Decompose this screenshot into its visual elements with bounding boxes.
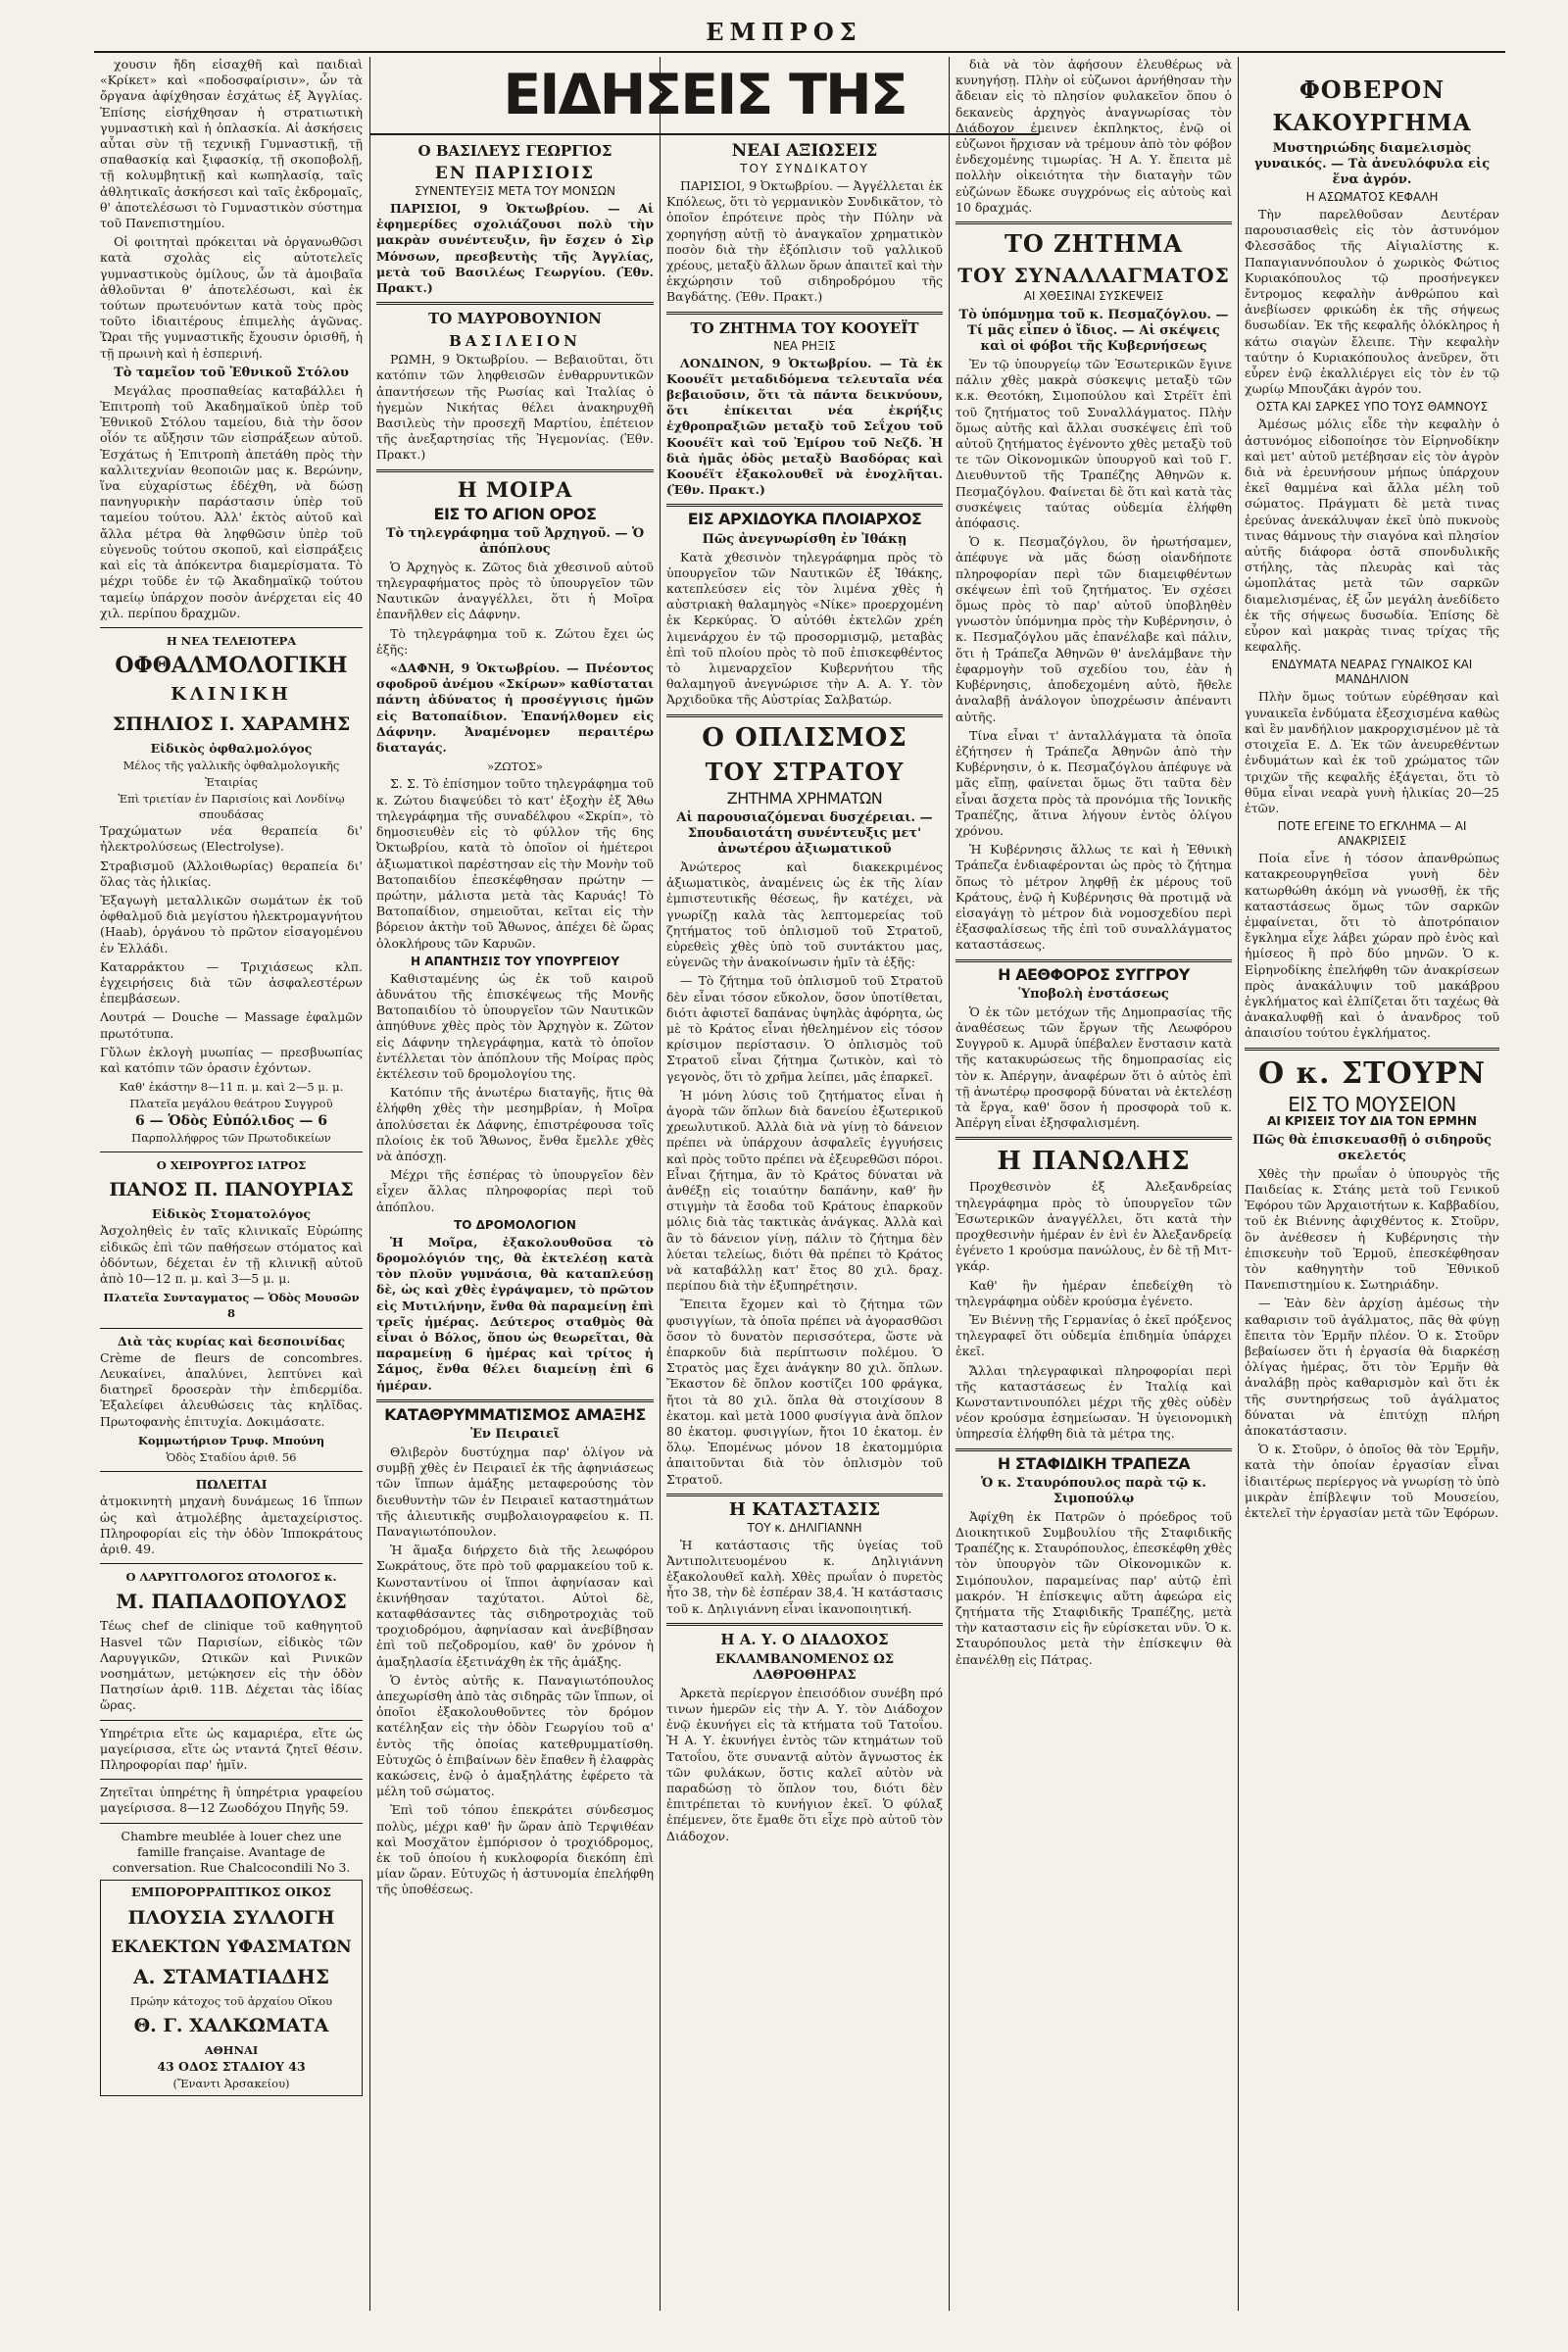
divider [1245, 1048, 1499, 1051]
divider [376, 1399, 654, 1402]
article-paragraph: ΠΑΡΙΣΙΟΙ, 9 Ὀκτωβρίου. — Ἀγγέλλεται ἐκ Κπόλεως, ὅτι τὸ γερμανικὸν Συνδικᾶτον, τὸ ὁποῖον ἐπρότεινε πρὸς τὴν Πύλην νὰ χορηγήσῃ αὐτῇ τὸ ἀναγκαῖον χρηματικὸν ποσὸν διὰ τὴν ἐξόπλισιν τοῦ γαλλικοῦ χρέους, μεταξὺ ἄλλων ὅρων ἀπαιτεῖ καὶ τὴν ἐκχώρησιν τοῦ σιδηροδρόμου τῆς Βαγδάτης. (Ἐθν. Πρακτ.) [666, 178, 943, 305]
ad-classified [100, 1823, 363, 1877]
article-paragraph: Σ. Σ. Τὸ ἐπίσημον τοῦτο τηλεγράφημα τοῦ κ. Ζώτου διαψεύδει τὸ κατ' ἐξοχὴν ἐξ Ἄθω τηλεγράφημα τῆς συναδέλφου «Σκρίπ», τὸ δημοσιευθὲν εἰς τὸ φύλλον τῆς 6ης Ὀκτωβρίου, κατὰ τὸ ὁποῖον οἱ ἡμέτεροι ἀξιωματικοὶ παρέστησαν εἰς τὴν Μονὴν τοῦ Βατοπαιδίου ἐπεσκέφθησαν πρώτην — πρώτην, μάλιστα μετὰ τὰς Καρυάς! Τὸ Βατοπαίδιον, σημειοῦται, κεῖται εἰς τὴν βόρειον ἀκτὴν τοῦ Ἄθωνος, ἀπέχει δὲ ὥρας ὁλοκλήρους τῶν Καρυῶν. [376, 776, 654, 951]
ad-line: Υπηρέτρια εἴτε ὡς καμαριέρα, εἴτε ὡς μαγείρισσα, εἴτε ὡς νταντά ζητεῖ θέσιν. Πληροφορίαι παρ' ἡμῖν. [100, 1725, 363, 1773]
article-heading: Η ΣΤΑΦΙΔΙΚΗ ΤΡΑΠΕΖΑ [997, 1453, 1191, 1473]
article-paragraph: Ἀφίχθη ἐκ Πατρῶν ὁ πρόεδρος τοῦ Διοικητικοῦ Συμβουλίου τῆς Σταφιδικῆς Τραπέζης κ. Σταυρόπουλος, ἐπεσκέφθη χθὲς τὸν ὑπουργὸν τῶν Οἰκονομικῶν κ. Σιμόπουλον, παραμείνας παρ' αὐτῷ ἐπὶ μακρόν. Ἡ ἐπίσκεψις αὕτη ἀφεώρα εἰς ζητήματα τῆς Σταφιδικῆς Τραπέζης, μετὰ τὴν καταστασιν εἰς ἣν εὑρίσκεται νῦν. Ὁ κ. Σταυρόπουλος μετὰ τὴν ἐπίσκεψιν θὰ ἐπανέλθῃ εἰς Πάτρας. [956, 1508, 1232, 1667]
ad-heading: Ο ΧΕΙΡΟΥΡΓΟΣ ΙΑΤΡΟΣ [156, 1157, 307, 1172]
ad-line: Πρώην κάτοχος τοῦ ἀρχαίου Οἴκου [129, 1993, 333, 2008]
ad-title: Θ. Γ. ΧΑΛΚΩΜΑΤΑ [133, 2014, 329, 2036]
article-subheading: Πῶς θὰ ἐπισκευασθῇ ὁ σιδηροῦς σκελετός [1252, 1132, 1492, 1163]
column-4 [950, 57, 1238, 2301]
ad-line: Καταρράκτου — Τριχιάσεως κλπ. ἐγχειρήσεις διὰ τῶν ἀσφαλεστέρων ἐπεμβάσεων. [100, 958, 363, 1006]
article-paragraph: Καθ' ἣν ἡμέραν ἐπεδείχθη τὸ τηλεγράφημα οὐδὲν κρούσμα ἐγένετο. [956, 1277, 1232, 1308]
ad-line: 43 ΟΔΟΣ ΣΤΑΔΙΟΥ 43 [157, 2058, 306, 2074]
ad-subtitle: Εἰδικὸς Στοματολόγος [151, 1206, 312, 1222]
article-heading: Η ΠΑΝΩΛΗΣ [997, 1147, 1191, 1177]
article-paragraph: Θλιβερὸν δυστύχημα παρ' ὀλίγον νὰ συμβῇ χθὲς ἐν Πειραιεῖ ἐκ τῆς ἀφηνιάσεως τῶν ἵππων ἁμάξης μεταφερούσης τὸν διευθυντὴν τῶν ἐν Πειραιεῖ καταστημάτων τῆς ἁλιευτικῆς συμβολαιογραφείου κ. Π. Παναγιωτόπουλον. [376, 1445, 654, 1540]
article-paragraph: Ἡ Μοῖρα, ἐξακολουθοῦσα τὸ δρομολόγιόν της, θὰ ἐκτελέσῃ κατὰ τὸν πλοῦν γυμνάσια, θὰ καταπλεύσῃ δὲ, ὡς καὶ χθὲς ἐγράψαμεν, τὸ πρῶτον εἰς Μυτιλήνην, ἔνθα θὰ παραμείνῃ ἐπὶ τρεῖς ἡμέρας. Δεύτερος σταθμὸς θὰ εἶναι ὁ Βόλος, ὅπου ὡς θεωρεῖται, θὰ παραμείνῃ 6 ἡμέρας καὶ τρίτος ἡ Σάμος, ἔνθα θέλει διαμείνῃ ἐπὶ 6 ἡμέραν. [376, 1234, 654, 1393]
article-paragraph: Καθισταμένης ὡς ἐκ τοῦ καιροῦ ἀδυνάτου τῆς ἐπισκέψεως τῆς Μονῆς Βατοπαιδίου τὸ ὑπουργεῖον τῶν Ναυτικῶν ἀπηύθυνε χθὲς πρὸς τὸν Ἀρχηγὸν κ. Ζῶτον εἰς Δάφνην τηλεγράφημα, κατὰ τὸ ὁποῖον ἐντέλλεται τὸν ἀπόπλουν τῆς Μοίρας πρὸς ἐκτέλεσιν τοῦ δρομολογίου της. [376, 970, 654, 1081]
intro-paragraph: Οἱ φοιτηταὶ πρόκειται νὰ ὀργανωθῶσι κατὰ σχολὰς εἰς αὐτοτελεῖς γυμναστικοὺς ὁμίλους, ὧν τὰ ἀμοιβαῖα ἀθλοῦνται θ' ἀποτελέσωσι, καὶ ἐκ τούτων πρωτευόντων κατὰ τοὺς πρὸς τοῦτο ἰδιαιτέρους ἐπιμελὴς ἀγῶνας. Ὥραι τῆς γυμναστικῆς ἔχουσιν ὁρισθῆ, ἡ τῇ πρωινὴ καὶ ἡ ἐσπερινή. [100, 234, 363, 361]
article-subheading: Ὑποβολὴ ἐνστάσεως [1018, 986, 1169, 1002]
divider [666, 1623, 943, 1626]
ad-line: Ὁδὸς Σταδίου ἀριθ. 56 [166, 1450, 297, 1465]
article-heading: Η Α. Υ. Ο ΔΙΑΔΟΧΟΣ [720, 1630, 889, 1648]
article-paragraph: Πλὴν ὅμως τούτων εὑρέθησαν καὶ γυναικεῖα ἐνδύματα ἐξεσχισμένα καθὼς καὶ ἓν μανδήλιον μακρορχισμένον μὲ τὰ στοιχεῖα Ε. Δ. Ἐκ τῶν ἀνευρεθέντων ἐνδυμάτων καὶ ἐκ τοῦ χρώματος τῶν τριχῶν τῆς κεφαλῆς ἐξάγεται, ὅτι τὸ θῦμα εἶναι νεαρὰ γυνὴ ἡλικίας 20—25 ἐτῶν. [1245, 689, 1499, 815]
article-paragraph: Κατόπιν τῆς ἀνωτέρω διαταγῆς, ἥτις θὰ ἐλήφθη χθὲς τὴν μεσημβρίαν, ἡ Μοῖρα ἀπολύσεται ἐκ Δάφνης, ἐπιστρέφουσα τοῖς πλοίοις ἐκ τοῦ Ἄθωνος, ἔνθα ἔμελλε χθὲς νὰ ἀπόσχῃ. [376, 1085, 654, 1163]
article-subheading: Η ΑΠΑΝΤΗΣΙΣ ΤΟΥ ΥΠΟΥΡΓΕΙΟΥ [410, 954, 620, 968]
ad-line: Ζητεῖται ὑπηρέτης ἢ ὑπηρέτρια γραφείου μαγείρισσα. 8—12 Ζωοδόχου Πηγῆς 59. [100, 1785, 363, 1816]
article-subheading: ΒΑΣΙΛΕΙΟΝ [449, 332, 581, 351]
article-paragraph: Ποία εἶνε ἡ τόσον ἀπανθρώπως κατακρεουργηθεῖσα γυνὴ δὲν κατωρθώθη ἀκόμη νὰ γνωσθῇ, ἐκ τῆς καταστάσεως ὅμως τῶν σαρκῶν ἐμφαίνεται, ὅτι τὸ ἀποτρόπαιον ἔγκλημα εἶχε λάβει χώραν πρὸ ἑνὸς καὶ ἡμίσεος ἢ πρὸ δύο μηνῶν. Ὁ κ. Εἰρηνοδίκης ἐπελήφθη τῶν ἀνακρίσεων πρὸς ἀνακάλυψιν τοῦ μακάβρου ἐγκλήματος καὶ ἐλπίζεται ὅτι ταχέως θὰ ἀνακαλυφθῇ καὶ ὁ ἀνανδρος τοῦ ἀπαισίου τούτου ἐγκλήματος. [1245, 851, 1499, 1041]
divider [666, 1494, 943, 1496]
ad-line: Ἐξαγωγὴ μεταλλικῶν σωμάτων ἐκ τοῦ ὀφθαλμοῦ διὰ μεγίστου ἠλεκτρομαγνήτου (Haab), ὀργάνου τὸ πρῶτον εἰσαγομένου ἐν Ἑλλάδι. [100, 892, 363, 956]
article-paragraph: Ὁ κ. Στοῦρν, ὁ ὁποῖος θὰ τὸν Ἑρμῆν, κατὰ τὴν ὁποίαν ἐργασίαν εἶναι ἰδιαιτέρως περίεργος νὰ γνωρίσῃ τὸ ὑπὸ μικρὰν ἐπίβλεψιν τοῦ Μουσείου, ἐκτελεῖ τὴν ἐργασίαν μετὰ τῶν Ἐφόρων. [1245, 1442, 1499, 1521]
ad-title: ΠΛΟΥΣΙΑ ΣΥΛΛΟΓΗ [127, 1906, 335, 1929]
divider [666, 312, 943, 315]
article-paragraph: Ἀρκετὰ περίεργον ἐπεισόδιον συνέβη πρό τινων ἡμερῶν εἰς τὴν Α. Υ. τὸν Διάδοχον ἐνῷ ἐκυνήγει εἰς τὰ κτήματα τοῦ Τατοΐου. Ἡ Α. Υ. ἐκυνήγει ἐντὸς τῶν κτημάτων τοῦ Τατοΐου, ὅτε συναντᾷ αὐτὸν ἄγνωστος ἐκ τῶν φυλάκων, ὅστις καλεῖ αὐτὸν νὰ παραδώσῃ τὸ ὅπλον του, διότι δὲν ἐπιτρέπεται τὸ κυνήγιον ἐκεῖ. Ὁ φύλαξ ἐπέμενεν, ὅτε ἔμαθε ὅτι εἶχε πρὸ αὐτοῦ τὸν Διάδοχον. [666, 1685, 943, 1843]
article-paragraph: Ὁ Ἀρχηγὸς κ. Ζῶτος διὰ χθεσινοῦ αὐτοῦ τηλεγραφήματος πρὸς τὸ ὑπουργεῖον τῶν Ναυτικῶν ἀναγγέλλει, ὅτι ἡ Μοῖρα ἐπανῆλθεν εἰς Δάφνην. [376, 559, 654, 622]
article-subheading: Ὁ κ. Σταυρόπουλος παρὰ τῷ κ. Σιμοπούλῳ [981, 1475, 1206, 1506]
ad-line: Καθ' ἑκάστην 8—11 π. μ. καὶ 2—5 μ. μ. [119, 1080, 344, 1095]
ad-line: Ἀσχοληθεὶς ἐν ταῖς κλινικαῖς Εὐρώπης εἰδικῶς ἐπὶ τῶν παθήσεων στόματος καὶ ὀδόντων, δέχεται ἐν τῇ κλινικῇ αὐτοῦ ἀπὸ 10—12 π. μ. καὶ 3—5 μ. μ. [100, 1223, 363, 1286]
article-paragraph: Ἡ μόνη λύσις τοῦ ζητήματος εἶναι ἡ ἀγορὰ τῶν ὅπλων διὰ δανείου ἐξωτερικοῦ χρεωλυτικοῦ. Ἀλλὰ διὰ νὰ γίνῃ τὸ δάνειον πρέπει νὰ ὑπάρχουν ἀσφαλεῖς ἐγγυήσεις καὶ πρὸς τοῦτο πρέπει νὰ ἐξευρεθῶσι πόροι. Εἶναι ζήτημα, ἂν τὸ Κράτος δύναται νὰ ἀνθέξῃ εἰς τοιαύτην δαπάνην, καθ' ἣν στιγμὴν τὰ ἔσοδα τοῦ Κράτους ἐπαρκοῦν μόλις διὰ τὰς τακτικὰς ἀνάγκας. Ἀλλὰ καὶ ἂν τὸ δάνειον γίνῃ, πάλιν τὸ ζήτημα δὲν λύεται τελείως, διότι θὰ πρέπει τὸ Κράτος νὰ καταβάλλῃ κατ' ἔτος 80 χιλ. δραχ. περίπου διὰ τὴν ἐξυπηρέτησιν. [666, 1087, 943, 1294]
ad-classified [100, 1779, 363, 1816]
ad-heading: ΕΜΠΟΡΟΡΡΑΠΤΙΚΟΣ ΟΙΚΟΣ [130, 1885, 332, 1900]
ad-ophthalmology [100, 627, 363, 1146]
divider [956, 1448, 1232, 1451]
ad-for-sale [100, 1471, 363, 1557]
ad-title: ΟΦΘΑΛΜΟΛΟΓΙΚΗ [115, 653, 348, 679]
ad-line: ΑΘΗΝΑΙ [204, 2042, 259, 2057]
ad-line: Λουτρά — Douche — Massage ἐφαλμῶν πρωτότυπα. [100, 1009, 363, 1041]
article-heading: Ο κ. ΣΤΟΥΡΝ [1257, 1055, 1486, 1091]
masthead-title: ΕΜΠΡΟΣ [706, 18, 862, 46]
article-paragraph: Κατὰ χθεσινὸν τηλεγράφημα πρὸς τὸ ὑπουργεῖον τῶν Ναυτικῶν ἐξ Ἰθάκης, κατεπλεύσεν εἰς τὸν λιμένα χθὲς ἡ αὐστριακὴ θαλαμηγὸς «Νίκε» προερχομένη ἐκ Κερκύρας. Ὁ αὐτόθι ἐκτελῶν χρέη λιμενάρχου ἐν τῷ προσορμισμῷ, μεταβὰς ἐπὶ τοῦ πλοίου πρὸς τὸ ποῦ ἐπισκεφθέντος τὸ λιμεναρχεῖον Κυβερνήτου τῆς θαλαμηγοῦ ἀνεγνώρισε τὴν Α. Α. Υ. τὸν Ἀρχιδοῦκα τῆς Αὐστρίας Σαλβατώρ. [666, 549, 943, 708]
article-heading: Η ΜΟΙΡΑ [457, 476, 573, 502]
ad-line: Μέλος τῆς γαλλικῆς ὀφθαλμολογικῆς Ἑταιρίας [122, 759, 340, 789]
ad-title: ΚΛΙΝΙΚΗ [171, 684, 292, 706]
article-subheading: ΤΟΥ κ. ΔΗΛΙΓΙΑΝΝΗ [747, 1520, 862, 1535]
article-paragraph: Ἐν Βιέννῃ τῆς Γερμανίας ὁ ἐκεῖ πρόξενος τηλεγραφεῖ ὅτι οὐδεμία ἐπιδημία ὑπάρχει ἐκεῖ. [956, 1312, 1232, 1359]
ad-title: Α. ΣΤΑΜΑΤΙΑΔΗΣ [133, 1964, 329, 1988]
article-paragraph: Ἄλλαι τηλεγραφικαὶ πληροφορίαι περὶ τῆς καταστάσεως ἐν Ἰταλίᾳ καὶ Κωνσταντινουπόλει μέχρι τῆς χθὲς οὐδὲν νέον κρούσμα ἐσημείωσαν. Ἡ ὑγειονομικὴ ὑπηρεσία ἐλήφθη διὰ τὰ μέτρα της. [956, 1362, 1232, 1442]
article-paragraph: ΡΩΜΗ, 9 Ὀκτωβρίου. — Βεβαιοῦται, ὅτι κατόπιν τῶν ληφθεισῶν ἐνθαρρυντικῶν ἀπαντήσεων τῆς Ρωσίας καὶ Ἰταλίας ὁ ἡγεμὼν Νικήτας θέλει ἀνακηρυχθῆ Βασιλεὺς τὴν προσεχῆ Μαρτίου, ἐπέτειον τῆς ἀνεξαρτησίας τῆς Ἡγεμονίας. (Ἐθν. Πρακτ.) [376, 352, 654, 463]
divider [956, 1137, 1232, 1140]
article-subheading: ΝΕΑ ΡΗΞΙΣ [773, 338, 836, 353]
article-paragraph: Μεγάλας προσπαθείας καταβάλλει ἡ Ἐπιτροπὴ τοῦ Ἀκαδημαϊκοῦ ὑπὲρ τοῦ Ἐθνικοῦ Στόλου ταμείου, διὰ τὴν ὅσον οἷόν τε αὔξησιν τῶν εἰσπράξεων αὐτοῦ. Ἐσχάτως ἡ Ἐπιτροπὴ ἀπετάθη πρὸς τὴν καλλιτεχνίαν θεοποιῶν μας κ. Βερώνην, ἵνα εὐχαρίστως ἐδέχθη, νὰ δώσῃ πανηγυρικὴν παράστασιν ὑπὲρ τοῦ ταμείου τούτου. Ἀλλ' ἐκτὸς αὐτοῦ καὶ ἄλλα μέτρα θὰ ληφθῶσιν ὑπὲρ τοῦ εὐγενοῦς τούτου σκοποῦ, καὶ εἰσπράξεις καὶ εἰς τὰ ἀπόκεντρα διαμερίσματα. Τὸ μέχρι τοῦδε ἐν τῷ Ἀκαδημαϊκῷ τούτου ταμείῳ ὑπάρχον ποσὸν ἀνέρχεται εἰς 40 χιλ. περίπου δραχμῶν. [100, 382, 363, 620]
article-paragraph: Ἐν τῷ ὑπουργείῳ τῶν Ἐσωτερικῶν ἔγινε πάλιν χθὲς μακρὰ σύσκεψις μεταξὺ τῶν κ.κ. Θεοτόκη, Σιμοπούλου καὶ Στρέϊτ ἐπὶ τοῦ ζητήματος τοῦ Συναλλάγματος. Πλὴν ὅμως αὐτῆς καὶ ἄλλαι συσκέψεις ἐπὶ τοῦ αὐτοῦ ζητήματος ἐγένοντο χθὲς μεταξὺ τοῦ τε τῶν Οἰκονομικῶν ὑπουργοῦ καὶ τοῦ Γ. Διευθυντοῦ τῆς Τραπέζης Ἀθηνῶν κ. Πεσμαζόγλου. Φαίνεται δὲ ὅτι καὶ κατὰ τὰς συσκέψεις ταύτας οὐδεμία ἐλήφθη ἀπόφασις. [956, 357, 1232, 531]
article-subheading: Μυστηριώδης διαμελισμὸς γυναικός. — Τὰ ἀνευλόφυλα εἰς ἕνα ἀγρόν. [1253, 141, 1491, 187]
article-paragraph: Τὴν παρελθοῦσαν Δευτέραν παρουσιασθεὶς εἰς τὸν ἀστυνόμον Φλεσσᾶδος τῆς Αἰγιαλίστης κ. Παπαγιαννόπουλον ὁ χωρικὸς Φώτιος Κυριακόπουλος τῷ προσήνεγκεν ἔντρομος κεφαλὴν ἀνθρώπου καὶ ἀνεβίωσεν φρικώδη ἐκ τῆς σήψεως δυσωδίαν. Ἐκ τῆς κεφαλῆς ὁλόκληρος ἡ κάτω σιαγὼν ἔλειπε. Τὴν κεφαλὴν ταύτην ὁ Κυριακόπουλος ἀνεῦρεν, ὅτι εὗρεν ἐνῷ ἐκαλλιέργει εἰς τὸν ἐν τῷ χωρίῳ Μπουζάκι ἀγρόν του. [1245, 207, 1499, 397]
article-subheading: Ἐν Πειραιεῖ [469, 1427, 561, 1442]
article-subheading: ΕΝΔΥΜΑΤΑ ΝΕΑΡΑΣ ΓΥΝΑΙΚΟΣ ΚΑΙ ΜΑΝΔΗΛΙΟΝ [1271, 658, 1473, 687]
article-subheading: ΤΟ ΔΡΟΜΟΛΟΓΙΟΝ [454, 1217, 576, 1232]
article-subheading: ΑΙ ΚΡΙΣΕΙΣ ΤΟΥ ΔΙΑ ΤΟΝ ΕΡΜΗΝ [1267, 1113, 1477, 1128]
ad-line: Παρπολλήφρος τῶν Πρωτοδικείων [131, 1130, 331, 1145]
article-heading: ΤΟ ΖΗΤΗΜΑ ΤΟΥ ΚΟΟΥΕΪΤ [690, 318, 919, 337]
ad-line: 6 — Ὁδὸς Εὐπόλιδος — 6 [135, 1112, 327, 1129]
ad-title: ΠΑΝΟΣ Π. ΠΑΝΟΥΡΙΑΣ [109, 1179, 354, 1201]
ad-heading: Ο ΛΑΡΥΓΓΟΛΟΓΟΣ ΩΤΟΛΟΓΟΣ κ. [125, 1570, 337, 1585]
article-heading: ΤΟ ΖΗΤΗΜΑ [1004, 229, 1184, 259]
article-heading: ΚΑΚΟΥΡΓΗΜΑ [1272, 110, 1472, 136]
signature: »ΖΩΤΟΣ» [487, 760, 543, 774]
divider [666, 504, 943, 507]
divider [666, 714, 943, 717]
article-heading: ΦΟΒΕΡΟΝ [1298, 75, 1446, 104]
article-subheading: ΕΙΣ ΤΟ ΑΓΙΟΝ ΟΡΟΣ [433, 504, 597, 523]
column-5 [1239, 57, 1505, 2301]
article-subheading: Τὸ ὑπόμνημα τοῦ κ. Πεσμαζόγλου. — Τί μᾶς εἶπεν ὁ ἴδιος. — Αἱ σκέψεις καὶ οἱ φόβοι τῆς Κυβερνήσεως [958, 308, 1229, 355]
article-heading: ΚΑΤΑΘΡΥΜΜΑΤΙΣΜΟΣ ΑΜΑΞΗΣ [384, 1404, 646, 1424]
intro-paragraph: χουσιν ἤδη εἰσαχθῆ καὶ παιδιαὶ «Κρίκετ» καὶ «ποδοσφαίρισιν», ὧν τὰ ὄργανα ἀφίχθησαν ἐσχάτως ἐξ Ἀγγλίας. Ἐπίσης εἰσήχθησαν ἡ στρατιωτικὴ γυμναστικὴ καὶ ἡ ὁπλασκία. Αἱ ἀσκήσεις αὗται σὺν τῇ τεχνικῇ Γυμναστικῇ, τῇ σπαθασκίᾳ καὶ ξιφασκίᾳ, τῇ σκοποβολῇ, τῇ κολυμβητικῇ καὶ κωπηλασίᾳ, ταῖς ἀθλητικαῖς ἀσκήσεσι καὶ ταῖς ἐκδρομαῖς, θ' ἀποτελέσωσι τὸ Γυμναστικὸν σύστημα τοῦ Πανεπιστημίου. [100, 57, 363, 231]
article-paragraph: διὰ νὰ τὸν ἀφήσουν ἐλευθέρως νὰ κυνηγήσῃ. Πλὴν οἱ εὐζωνοι ἀρνήθησαν τὴν ἄδειαν εἰς τὸ πλησίον φυλακεῖον ὅπου ὁ δεκανεὺς ἀρχηγὸς ἀναγνωρίσας τὸν Διάδοχον ἐμεινεν ἐκπληκτος, ἐνῷ οἱ εὐζωνοι ἤρχισαν νὰ τρέμουν ἀπὸ τὸν φόβον ἐνδεχομένης τιμωρίας. Ἡ Α. Υ. ἔπειτα μὲ πολλὴν οἰκειότητα τὴν διαταγὴν τῶν εὐζώνων ἔδωκε συγχρόνως εἰς αὐτοὺς καὶ 10 δραχμάς. [956, 57, 1232, 215]
article-paragraph: Ἀνώτερος καὶ διακεκριμένος ἀξιωματικὸς, ἀναμένεις ὡς ἐκ τῆς λίαν ἐμπιστευτικῆς θέσεως, ἣν κατέχει, νὰ γνωρίζῃ καλὰ τὰς λεπτομερείας τοῦ ζητήματος τοῦ ὁπλισμοῦ τοῦ Στρατοῦ, εὑρεθεὶς χθὲς ὑπὸ τοῦ συντάκτου μας, εὐγενῶς τὴν ἀνακοίνωσιν ἡμῖν τὰ ἑξῆς: [666, 858, 943, 970]
article-paragraph: Ὁ ἐντὸς αὐτῆς κ. Παναγιωτόπουλος ἀπεχωρίσθη ἀπὸ τὰς σιδηρᾶς τῶν ἵππων, οἱ ὁποῖοι ἐξακολουθοῦντες τὸν δρόμον κατέληξαν εἰς τὴν ὁδὸν Γεωργίου τοῦ α' ἐντὸς τῆς ὁποίας κατεθρυμματίσθη. Εὐτυχῶς ὁ ἐπιβαίνων δὲν ἔπαθεν ἢ ἐλαφρὰς κακώσεις, ἐνῷ ὁ ἁμαξηλάτης ἐφέρετο τὰ μέλη τοῦ σώματος. [376, 1672, 654, 1799]
article-subheading: ΠΟΤΕ ΕΓΕΙΝΕ ΤΟ ΕΓΚΛΗΜΑ — ΑΙ ΑΝΑΚΡΙΣΕΙΣ [1277, 819, 1467, 849]
ad-line: ἀτμοκινητὴ μηχανὴ δυνάμεως 16 ἵππων ὡς καὶ ἀτμολέβης ἀμεταχείριστος. Πληροφορίαι εἰς τὴν ὁδὸν Ἱπποκράτους ἀριθ. 49. [100, 1494, 363, 1557]
article-subheading: Η ΑΣΩΜΑΤΟΣ ΚΕΦΑΛΗ [1305, 190, 1439, 204]
article-paragraph: Ἔπειτα ἔχομεν καὶ τὸ ζήτημα τῶν φυσιγγίων, τὰ ὁποῖα πρέπει νὰ ἀγορασθῶσι ὅσον τὸ δυνατὸν περισσότερα, ὥστε νὰ ἐπαρκοῦν διὰ περίπτωσιν πολέμου. Ὁ Στρατὸς μας ἔχει ἀνάγκην 80 χιλ. ὅπλων. Ἔκαστον δὲ ὅπλον κοστίζει 100 φράγκα, ἤτοι τὰ 80 χιλ. ὅπλα θὰ στοιχίσουν 8 ἑκατομ. καὶ μετὰ 1000 φυσίγγια ἀνὰ ὅπλον 80 ἑκατομ. φυσιγγίων, ἤτοι 10 ἑκατομ. ἐν ὅλῳ. Ἐπομένως μόνον 18 ἑκατομμύρια ἀπαιτοῦνται διὰ τὸν ὁπλισμὸν τοῦ Στρατοῦ. [666, 1297, 943, 1487]
ad-title: ΕΚΛΕΚΤΩΝ ΥΦΑΣΜΑΤΩΝ [111, 1936, 352, 1957]
article-subheading: ΤΟΥ ΣΥΝΔΙΚΑΤΟΥ [740, 162, 869, 175]
article-paragraph: Ἡ Κυβέρνησις ἄλλως τε καὶ ἡ Ἐθνικὴ Τράπεζα ἐνδιαφέρονται ὡς πρὸς τὸ ζήτημα ὅπως τὸ μέτρον ληφθῇ ἐκ μέρους τοῦ Κράτους, ἐνῷ ἡ Κυβέρνησις θὰ προτιμᾷ νὰ εἰσαγάγῃ τὸ μέτρον διὰ νομοσχεδίου περὶ ἐξασφαλίσεως τῆς ἐπὶ τοῦ συναλλάγματος καταστάσεως. [956, 842, 1232, 953]
divider [376, 469, 654, 472]
article-paragraph: Ἐπὶ τοῦ τόπου ἐπεκράτει σύνδεσμος πολὺς, μέχρι καθ' ἣν ὥραν ἀπὸ Τερψιθέαν καὶ Μοσχᾶτον ἐμπόρισον ὁ τροχιόδρομος, ἐκ τοῦ ὁποίου ἡ κυκλοφορία διεκόπη ἐπὶ μίαν ὥραν. Εὐτυχῶς ἡ ἀστυνομία ἐπελήφθη τῆς ὑποθέσεως. [376, 1802, 654, 1897]
ad-subtitle: Εἰδικὸς ὀφθαλμολόγος [150, 741, 313, 757]
article-subheading: ΕΚΛΑΜΒΑΝΟΜΕΝΟΣ ΩΣ ΛΑΘΡΟΘΗΡΑΣ [714, 1651, 895, 1683]
divider [376, 302, 654, 305]
ad-heading: ΠΩΛΕΙΤΑΙ [195, 1477, 268, 1493]
divider [956, 959, 1232, 962]
article-subheading: ΟΣΤΑ ΚΑΙ ΣΑΡΚΕΣ ΥΠΟ ΤΟΥΣ ΘΑΜΝΟΥΣ [1255, 400, 1489, 415]
article-subheading: ΕΝ ΠΑΡΙΣΙΟΙΣ [434, 164, 596, 183]
divider [956, 221, 1232, 224]
article-paragraph: Ὁ κ. Πεσμαζόγλου, ὃν ἠρωτήσαμεν, ἀπέφυγε νὰ μᾶς δώσῃ οἱανδήποτε πληροφορίαν περὶ τῶν διαμειφθέντων σκέψεων ἐπὶ τοῦ ζητήματος. Ἐν σχέσει ὅμως πρὸς τὸ παρ' αὐτοῦ ὑποβληθὲν γνωστὸν ὑπόμνημα πρὸς τὴν Κυβέρνησιν, ὁ κ. Πεσμαζόγλου μᾶς ἐπανέλαβε καὶ πάλιν, ὅτι ἡ Τράπεζα Ἀθηνῶν θ' ἀνελάμβανε τὴν ἐφαρμογὴν τοῦ σχεδίου του, ἐὰν ἡ Κυβέρνησις, ἀποδεχομένη αὐτὸ, ἤθελε ἀναλαβῇ ἀνάλογον ὑποχρέωσιν ἀπέναντι αὐτῆς. [956, 534, 1232, 724]
article-heading: Ο ΒΑΣΙΛΕΥΣ ΓΕΩΡΓΙΟΣ [417, 142, 612, 160]
masthead-rule [94, 51, 1505, 53]
article-subheading: Τὸ τηλεγράφημα τοῦ Ἀρχηγοῦ. — Ὁ ἀπόπλους [385, 525, 645, 557]
article-paragraph: ΠΑΡΙΣΙΟΙ, 9 Ὀκτωβρίου. — Αἱ ἐφημερίδες σχολιάζουσι πολὺ τὴν μακρὰν συνέντευξιν, ἣν ἔσχεν ὁ Σὶρ Μόνσων, πρεσβευτὴς τῆς Ἀγγλίας, μετὰ τοῦ Βασιλέως Γεωργίου. (Ἐθν. Πρακτ.) [376, 201, 654, 296]
article-paragraph: ΛΟΝΔΙΝΟΝ, 9 Ὀκτωβρίου. — Τὰ ἐκ Κοουέϊτ μεταδιδόμενα τελευταῖα νέα βεβαιοῦσιν, ὅτι τὰ πάντα δεικνύουν, ὅτι ἐπίκειται νέα ἐκρήξις ἐχθροπραξιῶν μεταξὺ τοῦ Σεΐχου τοῦ Κοουέϊτ καὶ τοῦ Ἐμίρου τοῦ Νεζδ. Ἡ διὰ ἡμᾶς ὁδὸς μεταξὺ Βασδόρας καὶ Κοουέϊτ ἐξακολουθεῖ νὰ ἐνοχλῆται. (Ἐθν. Πρακτ.) [666, 355, 943, 498]
article-paragraph: — Ἐὰν δὲν ἀρχίσῃ ἀμέσως τὴν καθαρισιν τοῦ ἀγάλματος, πᾶς θὰ φύγῃ ἔπειτα τὸν Ἑρμῆν πλέον. Ὁ κ. Στοῦρν βεβαίωσεν ὅτι ἡ ἐργασία θὰ διαρκέσῃ ὀλίγας ἡμέρας, ὅτι τὸν Ἑρμῆν θὰ ἀναλάβῃ πρὸς καθαρισμὸν καὶ ὅτι ἐκ τῆς συντηρήσεως τοῦ ἀγάλματος δύναται νὰ ἐπιτύχῃ πλήρη ἀποκατάστασιν. [1245, 1296, 1499, 1438]
article-heading: ΕΙΣ ΑΡΧΙΔΟΥΚΑ ΠΛΟΙΑΡΧΟΣ [687, 510, 922, 529]
ad-line: Τέως chef de clinique τοῦ καθηγητοῦ Hasvel τῶν Παρισίων, εἰδικὸς τῶν Λαρυγγικῶν, Ωτικῶν καὶ Ρινικῶν νοσημάτων, μετῴκησεν εἰς τὴν ὁδὸν Πατησίων ἀριθ. 11Β. Δέχεται τὰς ἰδίας ὥρας. [100, 1618, 363, 1713]
article-paragraph: «ΔΑΦΝΗ, 9 Ὀκτωβρίου. — Πνέοντος σφοδροῦ ἀνέμου «Σκίρων» καθίσταται πάντη ἀδύνατος ἡ προσέγγισις ἡμῶν εἰς Βατοπαίδιον. Ἐπανήλθομεν εἰς Δάφνην. Ἀναμένομεν περαιτέρω διαταγάς. [376, 661, 654, 756]
ad-surgeon [100, 1152, 363, 1322]
ad-cosmetic [100, 1328, 363, 1466]
ad-line: Chambre meublée à louer chez une famille française. Avantage de conversation. Rue Chalcocondili No 3. [112, 1828, 351, 1876]
article-paragraph: Ἡ ἅμαξα διήρχετο διὰ τῆς λεωφόρου Σωκράτους, ὅτε πρὸ τοῦ φαρμακείου τοῦ κ. Κωνσταντίνου οἱ ἵπποι ἀφηνίασαν καὶ ἐκινήθησαν ταχύτατοι. Αὐτοὶ δὲ, καταφθάσαντες τὰς σιδηροτροχιὰς τοῦ τροχιοδρόμου, ἀφηνίασαν καὶ ἀνεβίβησαν ἐπὶ τοῦ πεζοδρομίου, καθ' ὃν χρόνον ἡ ἁμαξηλασία ἐξετινάχθη ἐκ τῆς ἁμάξης. [376, 1543, 654, 1669]
article-paragraph: Χθὲς τὴν πρωΐαν ὁ ὑπουργὸς τῆς Παιδείας κ. Στάης μετὰ τοῦ Γενικοῦ Ἐφόρου τῶν Ἀρχαιοτήτων κ. Καββαδίου, τοῦ ἐκ Βιέννης ἀφιχθέντος κ. Στοῦρν, ὃν ἀνέθεσεν ἡ Κυβέρνησις τὴν ἐπισκευὴν τοῦ Ἑρμοῦ, ἐπεσκέφθησαν τὸν καθηγητὴν τοῦ Ἐθνικοῦ Πανεπιστημίου κ. Σωτηριάδην. [1245, 1165, 1499, 1293]
article-paragraph: — Τὸ ζήτημα τοῦ ὁπλισμοῦ τοῦ Στρατοῦ δὲν εἶναι τόσον εὔκολον, ὅσον ὑποτίθεται, διότι ἀφιστεῖ δαπάνας ὑψηλὰς ἀφόρητα, ὡς μὲ τὸ Κράτος εἶναι ἠθελημένον εἰς τόσον κρίσιμον περίστασιν. Ὁ ὁπλισμὸς τοῦ Στρατοῦ εἶναι ζήτημα ζωτικὸν, καὶ τὸ γεγονὸς, ὅτι τὸ χρῆμα λείπει, μᾶς ἐπαρκεῖ. [666, 973, 943, 1084]
ad-heading: Η ΝΕΑ ΤΕΛΕΙΟΤΕΡΑ [166, 633, 297, 648]
ad-tailor [100, 1880, 363, 2096]
article-subheading: ΕΙΣ ΤΟ ΜΟΥΣΕΙΟΝ [1288, 1092, 1456, 1116]
ad-title: ΣΠΗΛΙΟΣ Ι. ΧΑΡΑΜΗΣ [112, 713, 351, 736]
article-heading: Η ΚΑΤΑΣΤΑΣΙΣ [728, 1498, 881, 1520]
ad-line: Κομμωτήριον Τρυφ. Μπούνη [137, 1433, 325, 1447]
article-paragraph: Ἡ κατάστασις τῆς ὑγείας τοῦ Ἀντιπολιτευομένου κ. Δηλιγιάννη ἐξακολουθεῖ καλὴ. Χθὲς πρωΐαν ὁ πυρετὸς ἦτο 38, τὴν δὲ ἑσπέραν 38,4. Ἡ κατάστασις τοῦ κ. Δηλιγιάννη εἶναι ἱκανοποιητική. [666, 1537, 943, 1616]
ad-heading: Διὰ τὰς κυρίας καὶ δεσποινίδας [117, 1333, 346, 1348]
article-paragraph: Μέχρι τῆς ἑσπέρας τὸ ὑπουργεῖον δὲν εἶχεν ἄλλας πληροφορίας περὶ τοῦ ἀπόπλου. [376, 1167, 654, 1214]
ad-line: Στραβισμοῦ (Ἀλλοιθωρίας) θεραπεία δι' ὅλας τὰς ἡλικίας. [100, 858, 363, 889]
article-subheading: Πῶς ἀνεγνωρίσθη ἐν Ἰθάκῃ [702, 531, 907, 547]
article-heading: ΤΟ ΜΑΥΡΟΒΟΥΝΙΟΝ [428, 310, 602, 328]
article-subheading: ΑΙ ΧΘΕΣΙΝΑΙ ΣΥΣΚΕΨΕΙΣ [1023, 289, 1164, 304]
article-subheading: ΤΟΥ ΣΤΡΑΤΟΥ [705, 757, 905, 786]
ad-title: Μ. ΠΑΠΑΔΟΠΟΥΛΟΣ [116, 1590, 347, 1614]
article-subheading: Αἱ παρουσιαζόμεναι δυσχέρειαι. — Σπουδαιοτάτη συνέντευξις μετ' ἀνωτέρου ἀξιωματικοῦ [676, 809, 933, 857]
article-paragraph: Ὁ ἐκ τῶν μετόχων τῆς Δημοπρασίας τῆς ἀναθέσεως τῶν ἔργων τῆς Λεωφόρου Συγγροῦ κ. Αμυρᾶ ὑπέβαλεν ἔνστασιν κατὰ τῆς κατακυρώσεως τῆς δημοπρασίας εἰς τὸν κ. Ἀπέργην, ἀναφέρων ὅτι ὁ αὐτὸς ἐπὶ τῇ ἀνωτέρῳ προσφορᾷ δύναται νὰ ἐκτελέσῃ τὰ ἔργα, καθ' ὅσον ἡ προσφορὰ τοῦ κ. Ἀπέργη εἶναι ἐξησφαλισμένη. [956, 1004, 1232, 1131]
article-paragraph: Ἀμέσως μόλις εἶδε τὴν κεφαλὴν ὁ ἀστυνόμος εἰδοποίησε τὸν Εἰρηνοδίκην καὶ μετ' αὐτοῦ μετέβησαν εἰς τὸν ἀγρὸν διὰ νὰ ἐρευνήσουν μήπως ὑπάρχουν ἐκεῖ θαμμένα καὶ ἄλλα μέλη τοῦ σώματος. Πράγματι δὲ μετὰ τινας ἐρεύνας ἀνεκάλυψαν ἐκεῖ ὑπὸ πυκνοὺς τινας θάμνους τὴν σιαγόνα καὶ πλησίον αὐτῆς διάφορα ὀστᾶ σπονδυλικῆς στήλης, τὰς πλευρὰς καὶ τὰς ὠμοπλάτας μετὰ τῶν σαρκῶν διαμελισμένας, ἐξ ὧν μεγάλη ἀνεδίδετο ἐκ τῆς σήψεως δυσωδία. Ἐπίσης δὲ εὗρον καὶ μακρὰς τινας τρίχας τῆς κεφαλῆς. [1245, 416, 1499, 655]
article-heading: ΝΕΑΙ ΑΞΙΩΣΕΙΣ [731, 141, 878, 161]
ad-line: Γὔλων ἐκλογὴ μυωπίας — πρεσβυωπίας καὶ κατόπιν τῶν ὁρασιν ἐχόντων. [100, 1044, 363, 1075]
article-subheading: ΣΥΝΕΝΤΕΥΞΙΣ ΜΕΤΑ ΤΟΥ ΜΟΝΣΩΝ [415, 184, 615, 198]
column-3 [661, 137, 949, 2303]
article-paragraph: Προχθεσινὸν ἐξ Ἀλεξανδρείας τηλεγράφημα πρὸς τὸ ὑπουργεῖον τῶν Ἐσωτερικῶν ἀναγγέλλει, ὅτι κατὰ τὴν προχθεσινὴν ἡμέραν ἐν ἑνὶ ἐν Ἀλεξανδρείᾳ ἐγένετο 1 κρούσμα πανώλους, ἐν δὲ τῇ Μιτ-γκάρ. [956, 1179, 1232, 1274]
ad-line: Crème de fleurs de concombres. Λευκαίνει, ἁπαλύνει, λεπτύνει καὶ διατηρεῖ δροσερὰν τὴν ἐπιδερμίδα. Ἐξαλείφει ἀλευθώσεις τὰς κηλῖδας. Πρωτοφανὴς ἐπιτυχία. Δοκιμάσατε. [100, 1349, 363, 1429]
article-subheading: ΤΟΥ ΣΥΝΑΛΛΑΓΜΑΤΟΣ [957, 264, 1230, 288]
ad-line: Πλατεῖα μεγάλου θεάτρου Συγγροῦ [129, 1097, 333, 1111]
ad-line: Τραχώματων νέα θεραπεία δι' ἠλεκτρολύσεως (Electrolyse). [100, 823, 363, 855]
column-1 [94, 57, 368, 2301]
column-2 [370, 137, 660, 2303]
article-heading: Η ΑΕΘΦΟΡΟΣ ΣΥΓΓΡΟΥ [998, 964, 1190, 984]
ad-line: Ἐπὶ τριετίαν ἐν Παρισίοις καὶ Λονδίνῳ σπουδάσας [118, 791, 345, 821]
banner-headline: ΕΙΔΗΣΕΙΣ ΤΗΣ [370, 57, 1039, 135]
section-heading: Τὸ ταμεῖον τοῦ Ἐθνικοῦ Στόλου [114, 365, 349, 380]
ad-laryngologist [100, 1563, 363, 1713]
ad-line: Πλατεῖα Συνταγματος — Ὁδὸς Μουσῶν 8 [103, 1291, 360, 1321]
article-heading: Ο ΟΠΛΙΣΜΟΣ [702, 722, 907, 753]
ad-line: (Ἔναντι Ἀρσακείου) [172, 2077, 290, 2091]
ad-classified [100, 1720, 363, 1774]
article-paragraph: Τίνα εἶναι τ' ἀνταλλάγματα τὰ ὁποῖα ἐζήτησεν ἡ Τράπεζα Ἀθηνῶν ἀπὸ τὴν Κυβέρνησιν, ὁ κ. Πεσμαζόγλου ἀπέφυγε νὰ μᾶς εἴπῃ, φαίνεται ὅμως ὅτι ταῦτα δὲν εἶναι ἄσχετα πρὸς τὰ προνόμια τῆς Ἰονικῆς Τραπέζης, ἅτινα λήγουν ἐντὸς ὀλίγου χρόνου. [956, 727, 1232, 838]
article-subheading: ΖΗΤΗΜΑ ΧΡΗΜΑΤΩΝ [726, 788, 883, 808]
article-paragraph: Τὸ τηλεγράφημα τοῦ κ. Ζώτου ἔχει ὡς ἑξῆς: [376, 625, 654, 657]
